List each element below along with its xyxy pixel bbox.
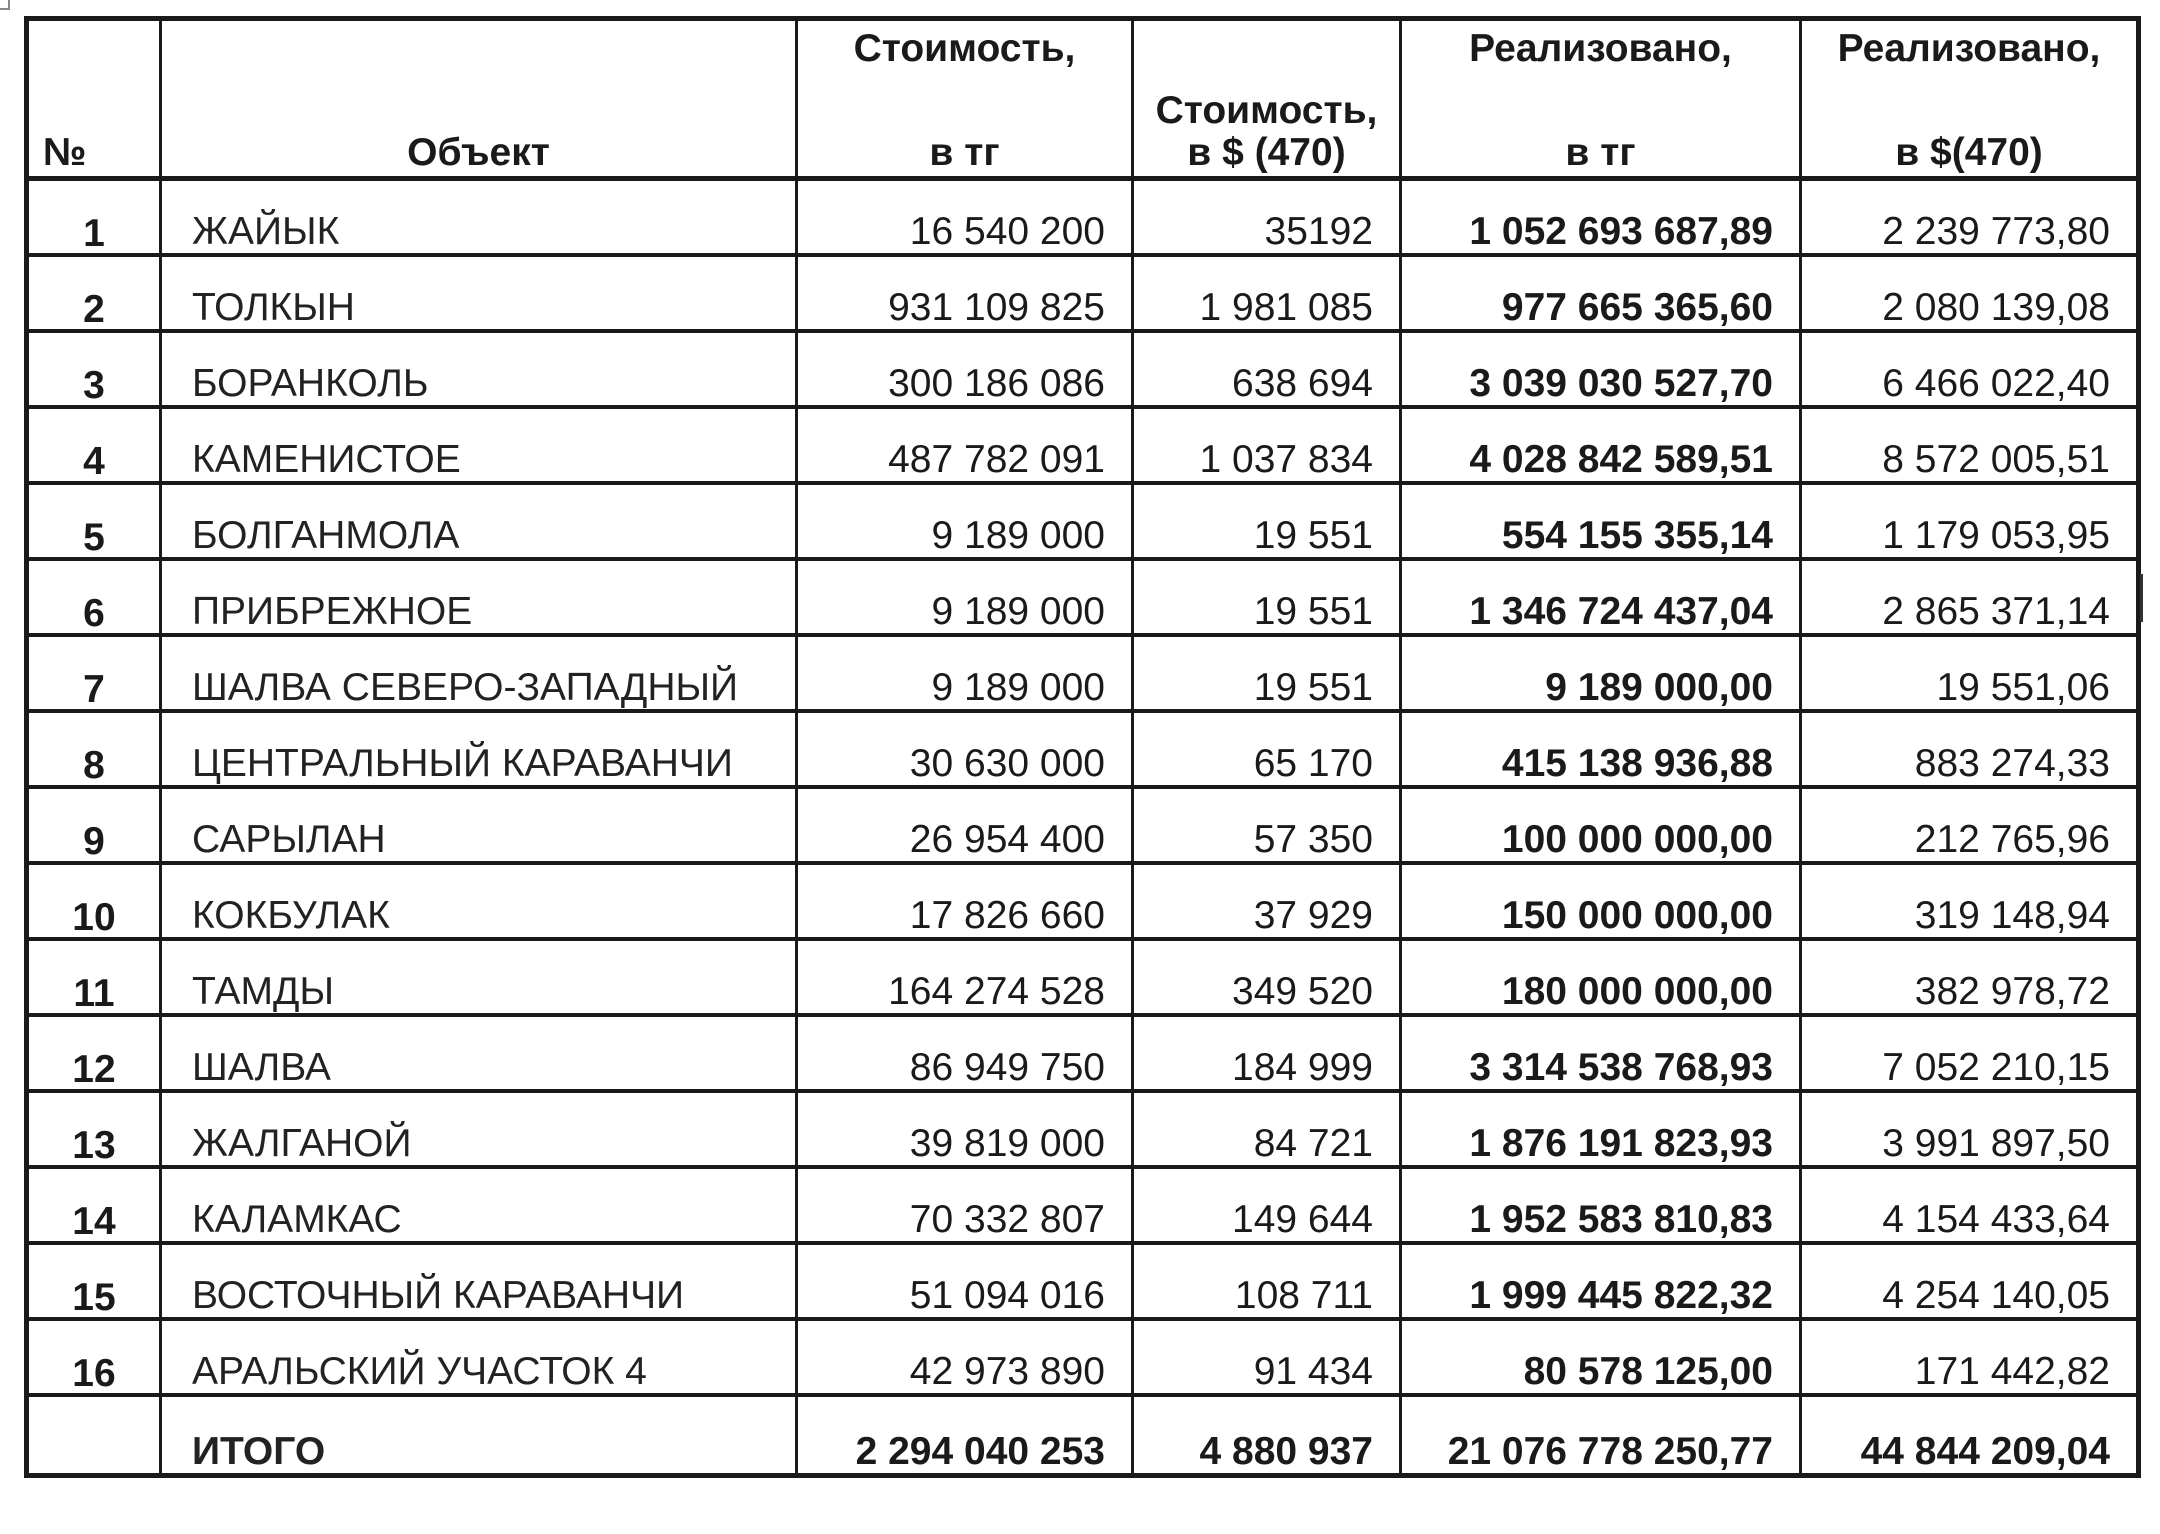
cost-tg-cell: 164 274 528 (797, 939, 1133, 1015)
header-cost-tg (797, 19, 1133, 179)
table-row (27, 1319, 2139, 1395)
text-cursor-marker (2140, 574, 2143, 622)
object-name-cell: БОЛГАНМОЛА (161, 483, 797, 559)
total-cost-usd: 4 880 937 (1133, 1395, 1401, 1476)
object-name-cell: КАЛАМКАС (161, 1167, 797, 1243)
object-name-cell: ШАЛВА СЕВЕРО-ЗАПАДНЫЙ (161, 635, 797, 711)
cost-usd-cell: 37 929 (1133, 863, 1401, 939)
table-row (27, 407, 2139, 483)
sold-tg-cell: 3 314 538 768,93 (1401, 1015, 1801, 1091)
sold-usd-cell: 19 551,06 (1801, 635, 2139, 711)
cost-tg-cell: 300 186 086 (797, 331, 1133, 407)
object-name-cell: ШАЛВА (161, 1015, 797, 1091)
table-row (27, 939, 2139, 1015)
sold-tg-cell: 180 000 000,00 (1401, 939, 1801, 1015)
sold-tg-cell: 1 876 191 823,93 (1401, 1091, 1801, 1167)
cost-usd-cell: 65 170 (1133, 711, 1401, 787)
table-row (27, 1243, 2139, 1319)
header-sold-usd (1801, 19, 2139, 179)
cost-tg-cell: 9 189 000 (797, 559, 1133, 635)
cost-usd-cell: 35192 (1133, 179, 1401, 256)
cost-usd-cell: 638 694 (1133, 331, 1401, 407)
cost-tg-cell: 16 540 200 (797, 179, 1133, 256)
table-row (27, 1015, 2139, 1091)
total-sold-tg: 21 076 778 250,77 (1401, 1395, 1801, 1476)
table-body (27, 179, 2139, 1476)
cost-tg-cell: 9 189 000 (797, 635, 1133, 711)
row-num-cell: 2 (27, 255, 161, 331)
row-num-cell: 13 (27, 1091, 161, 1167)
row-num-cell: 9 (27, 787, 161, 863)
cost-usd-cell: 149 644 (1133, 1167, 1401, 1243)
header-cost-usd (1133, 19, 1401, 179)
row-num-cell: 6 (27, 559, 161, 635)
cost-tg-cell: 42 973 890 (797, 1319, 1133, 1395)
header-cost-usd-line2: в $ (470) (1187, 131, 1346, 174)
sold-usd-cell: 3 991 897,50 (1801, 1091, 2139, 1167)
sold-tg-cell: 100 000 000,00 (1401, 787, 1801, 863)
header-num-label: № (43, 131, 87, 174)
header-sold-tg (1401, 19, 1801, 179)
row-num-cell: 7 (27, 635, 161, 711)
cost-usd-cell: 19 551 (1133, 635, 1401, 711)
sold-tg-cell: 80 578 125,00 (1401, 1319, 1801, 1395)
cost-usd-cell: 57 350 (1133, 787, 1401, 863)
sold-tg-cell: 150 000 000,00 (1401, 863, 1801, 939)
row-num-cell: 10 (27, 863, 161, 939)
cost-usd-cell: 349 520 (1133, 939, 1401, 1015)
header-sold-usd-line2: в $(470) (1895, 131, 2043, 174)
sold-usd-cell: 883 274,33 (1801, 711, 2139, 787)
header-row (27, 19, 2139, 179)
sold-tg-cell: 1 052 693 687,89 (1401, 179, 1801, 256)
sold-tg-cell: 9 189 000,00 (1401, 635, 1801, 711)
object-name-cell: ПРИБРЕЖНОЕ (161, 559, 797, 635)
cost-usd-cell: 1 981 085 (1133, 255, 1401, 331)
table-row (27, 787, 2139, 863)
header-cost-usd-line1: Стоимость, (1155, 89, 1378, 132)
cost-tg-cell: 39 819 000 (797, 1091, 1133, 1167)
row-num-cell: 14 (27, 1167, 161, 1243)
header-sold-tg-line2: в тг (1565, 131, 1636, 174)
table-row (27, 255, 2139, 331)
cost-tg-cell: 9 189 000 (797, 483, 1133, 559)
object-name-cell: КАМЕНИСТОЕ (161, 407, 797, 483)
report-table (24, 16, 2141, 1478)
cost-usd-cell: 84 721 (1133, 1091, 1401, 1167)
total-cost-tg: 2 294 040 253 (797, 1395, 1133, 1476)
table-row (27, 483, 2139, 559)
row-num-cell: 12 (27, 1015, 161, 1091)
sold-usd-cell: 8 572 005,51 (1801, 407, 2139, 483)
object-name-cell: ЖАЙЫК (161, 179, 797, 256)
row-num-cell: 11 (27, 939, 161, 1015)
table-row (27, 711, 2139, 787)
cost-usd-cell: 19 551 (1133, 483, 1401, 559)
total-sold-usd: 44 844 209,04 (1801, 1395, 2139, 1476)
row-num-cell: 16 (27, 1319, 161, 1395)
cost-tg-cell: 30 630 000 (797, 711, 1133, 787)
row-num-cell: 1 (27, 179, 161, 256)
cost-usd-cell: 108 711 (1133, 1243, 1401, 1319)
table-row (27, 1091, 2139, 1167)
row-num-cell: 8 (27, 711, 161, 787)
header-object-label: Объект (407, 131, 550, 174)
sold-usd-cell: 171 442,82 (1801, 1319, 2139, 1395)
total-label: ИТОГО (161, 1395, 797, 1476)
header-cost-tg-line1: Стоимость, (853, 27, 1076, 70)
cost-usd-cell: 184 999 (1133, 1015, 1401, 1091)
table-row (27, 863, 2139, 939)
table-row (27, 331, 2139, 407)
header-sold-tg-line1: Реализовано, (1469, 27, 1732, 70)
sold-usd-cell: 6 466 022,40 (1801, 331, 2139, 407)
object-name-cell: КОКБУЛАК (161, 863, 797, 939)
cost-tg-cell: 26 954 400 (797, 787, 1133, 863)
object-name-cell: ЖАЛГАНОЙ (161, 1091, 797, 1167)
sold-tg-cell: 1 346 724 437,04 (1401, 559, 1801, 635)
sold-tg-cell: 415 138 936,88 (1401, 711, 1801, 787)
total-num (27, 1395, 161, 1476)
cost-tg-cell: 931 109 825 (797, 255, 1133, 331)
total-row (27, 1395, 2139, 1476)
sold-usd-cell: 4 154 433,64 (1801, 1167, 2139, 1243)
sold-usd-cell: 2 239 773,80 (1801, 179, 2139, 256)
object-name-cell: АРАЛЬСКИЙ УЧАСТОК 4 (161, 1319, 797, 1395)
header-cost-tg-line2: в тг (929, 131, 1000, 174)
object-name-cell: ВОСТОЧНЫЙ КАРАВАНЧИ (161, 1243, 797, 1319)
cost-usd-cell: 1 037 834 (1133, 407, 1401, 483)
row-num-cell: 3 (27, 331, 161, 407)
row-num-cell: 5 (27, 483, 161, 559)
sold-tg-cell: 977 665 365,60 (1401, 255, 1801, 331)
sold-usd-cell: 382 978,72 (1801, 939, 2139, 1015)
sold-tg-cell: 554 155 355,14 (1401, 483, 1801, 559)
table-row (27, 1167, 2139, 1243)
object-name-cell: ЦЕНТРАЛЬНЫЙ КАРАВАНЧИ (161, 711, 797, 787)
object-name-cell: ТАМДЫ (161, 939, 797, 1015)
object-name-cell: БОРАНКОЛЬ (161, 331, 797, 407)
sold-usd-cell: 7 052 210,15 (1801, 1015, 2139, 1091)
header-sold-usd-line1: Реализовано, (1837, 27, 2101, 70)
sold-tg-cell: 4 028 842 589,51 (1401, 407, 1801, 483)
header-num (27, 19, 161, 179)
sold-usd-cell: 4 254 140,05 (1801, 1243, 2139, 1319)
sold-tg-cell: 1 952 583 810,83 (1401, 1167, 1801, 1243)
table-row (27, 559, 2139, 635)
object-name-cell: ТОЛКЫН (161, 255, 797, 331)
sold-usd-cell: 212 765,96 (1801, 787, 2139, 863)
sold-usd-cell: 319 148,94 (1801, 863, 2139, 939)
cost-usd-cell: 91 434 (1133, 1319, 1401, 1395)
header-object (161, 19, 797, 179)
cost-tg-cell: 17 826 660 (797, 863, 1133, 939)
cost-tg-cell: 70 332 807 (797, 1167, 1133, 1243)
row-num-cell: 4 (27, 407, 161, 483)
corner-mark (0, 0, 10, 10)
cost-tg-cell: 51 094 016 (797, 1243, 1133, 1319)
sold-usd-cell: 2 080 139,08 (1801, 255, 2139, 331)
object-name-cell: САРЫЛАН (161, 787, 797, 863)
row-num-cell: 15 (27, 1243, 161, 1319)
table-row (27, 179, 2139, 256)
cost-tg-cell: 86 949 750 (797, 1015, 1133, 1091)
sold-usd-cell: 2 865 371,14 (1801, 559, 2139, 635)
sold-usd-cell: 1 179 053,95 (1801, 483, 2139, 559)
sold-tg-cell: 1 999 445 822,32 (1401, 1243, 1801, 1319)
cost-usd-cell: 19 551 (1133, 559, 1401, 635)
cost-tg-cell: 487 782 091 (797, 407, 1133, 483)
table-row (27, 635, 2139, 711)
sold-tg-cell: 3 039 030 527,70 (1401, 331, 1801, 407)
